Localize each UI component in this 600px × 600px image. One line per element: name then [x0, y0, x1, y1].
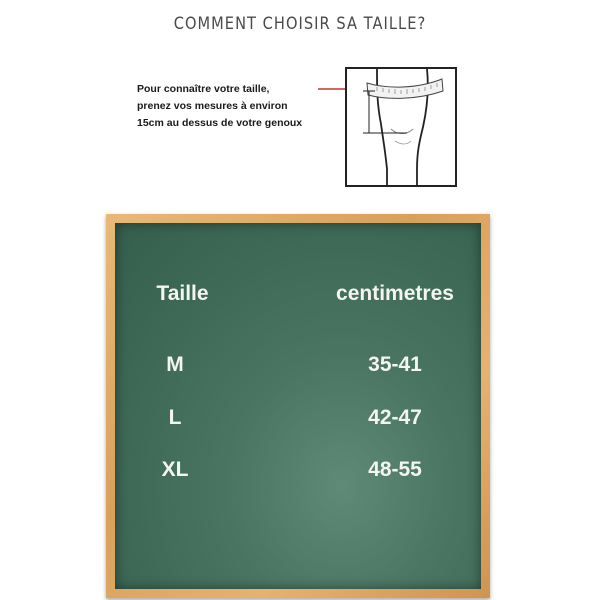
centimetres-cell: 48-55: [368, 458, 422, 481]
leg-outline-icon: [347, 69, 455, 185]
size-chart-chalkboard: [115, 223, 481, 589]
instruction-line-3: 15cm au dessus de votre genoux: [137, 117, 303, 129]
size-cell: L: [168, 406, 182, 429]
instruction-line-2: prenez vos mesures à environ: [137, 100, 288, 112]
column-header-centimetres: centimetres: [336, 282, 454, 305]
column-header-size: Taille: [156, 282, 209, 305]
centimetres-cell: 42-47: [368, 406, 422, 429]
size-cell: M: [166, 353, 184, 376]
centimetres-cell: 35-41: [368, 353, 422, 376]
chalkboard-frame: [106, 214, 490, 598]
size-cell: XL: [161, 458, 189, 481]
leg-measurement-illustration: [345, 67, 457, 187]
instruction-line-1: Pour connaître votre taille,: [137, 83, 270, 95]
page-title: COMMENT CHOISIR SA TAILLE?: [173, 14, 427, 34]
measurement-instructions: [137, 81, 337, 132]
